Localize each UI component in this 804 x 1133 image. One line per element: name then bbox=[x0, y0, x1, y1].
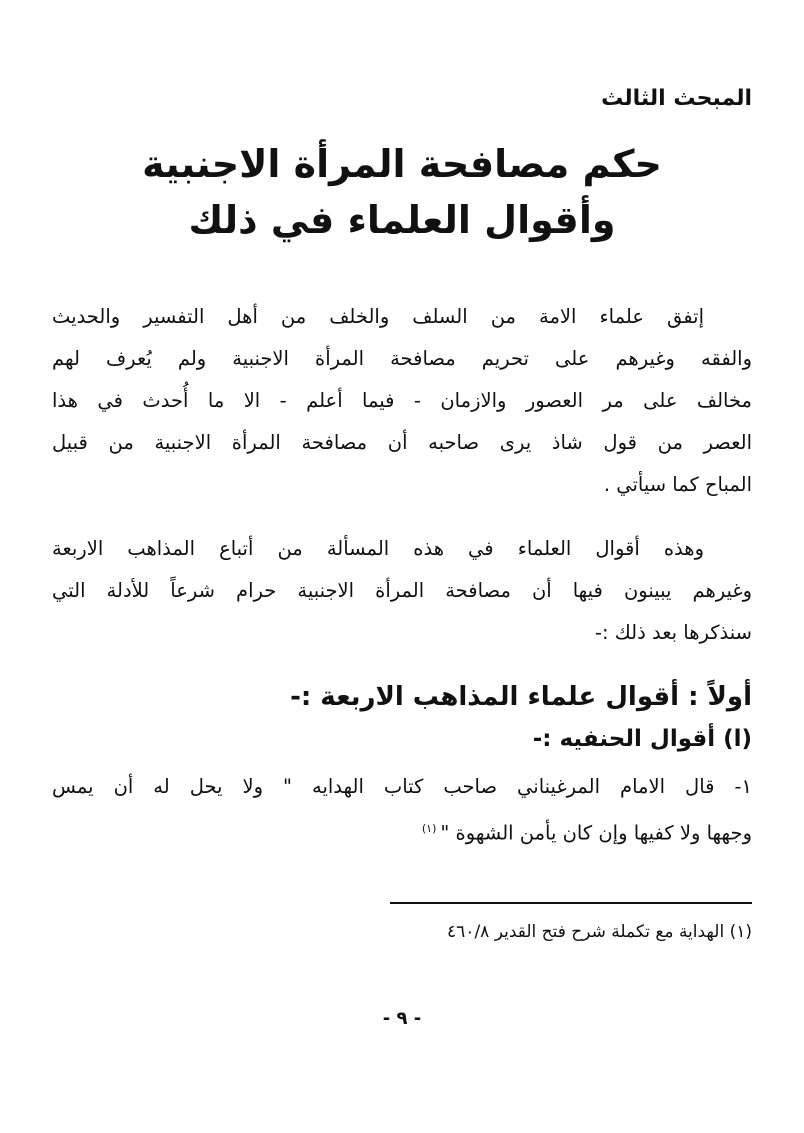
footnote-divider bbox=[390, 902, 752, 904]
paragraph-scholars bbox=[52, 528, 752, 654]
paragraph-line: سنذكرها بعد ذلك :- bbox=[594, 621, 752, 644]
paragraph-line: إتفق علماء الامة من السلف والخلف من أهل التفسير والحديث bbox=[52, 305, 704, 328]
paragraph-line: العصر من قول شاذ يرى صاحبه أن مصافحة المرأة الاجنبية من قبيل bbox=[52, 431, 752, 454]
chapter-title-line-1: حكم مصافحة المرأة الاجنبية bbox=[142, 142, 662, 186]
paragraph-intro bbox=[52, 296, 752, 506]
quote-line: ١- قال الامام المرغيناني صاحب كتاب الهدايه " ولا يحل له أن يمس bbox=[52, 775, 752, 798]
chapter-title-line-2: وأقوال العلماء في ذلك bbox=[188, 198, 616, 242]
quote-line-last bbox=[52, 808, 752, 855]
paragraph-line: مخالف على مر العصور والازمان - فيما أعلم - الا ما أُحدث في هذا bbox=[52, 389, 752, 412]
quote-line: وجهها ولا كفيها وإن كان يأمن الشهوة " bbox=[440, 821, 752, 845]
footnote-reference: (١) bbox=[421, 822, 437, 835]
paragraph-line: وغيرهم يبينون فيها أن مصافحة المرأة الاجنبية حرام شرعاً للأدلة التي bbox=[52, 579, 752, 602]
paragraph-line: المباح كما سيأتي . bbox=[603, 473, 752, 496]
section-label: المبحث الثالث bbox=[601, 86, 752, 111]
page-number: - ٩ - bbox=[382, 1008, 422, 1029]
heading-four-schools: أولاً : أقوال علماء المذاهب الاربعة :- bbox=[290, 682, 752, 712]
paragraph-line: وهذه أقوال العلماء في هذه المسألة من أتباع المذاهب الاربعة bbox=[52, 537, 704, 560]
footnote: (١) الهداية مع تكملة شرح فتح القدير ٤٦٠/٨ bbox=[447, 922, 752, 942]
heading-hanafi: (ا) أقوال الحنفيه :- bbox=[532, 726, 752, 752]
paragraph-line: والفقه وغيرهم على تحريم مصافحة المرأة الاجنبية ولم يُعرف لهم bbox=[52, 347, 752, 370]
quote-marghinani bbox=[52, 766, 752, 855]
